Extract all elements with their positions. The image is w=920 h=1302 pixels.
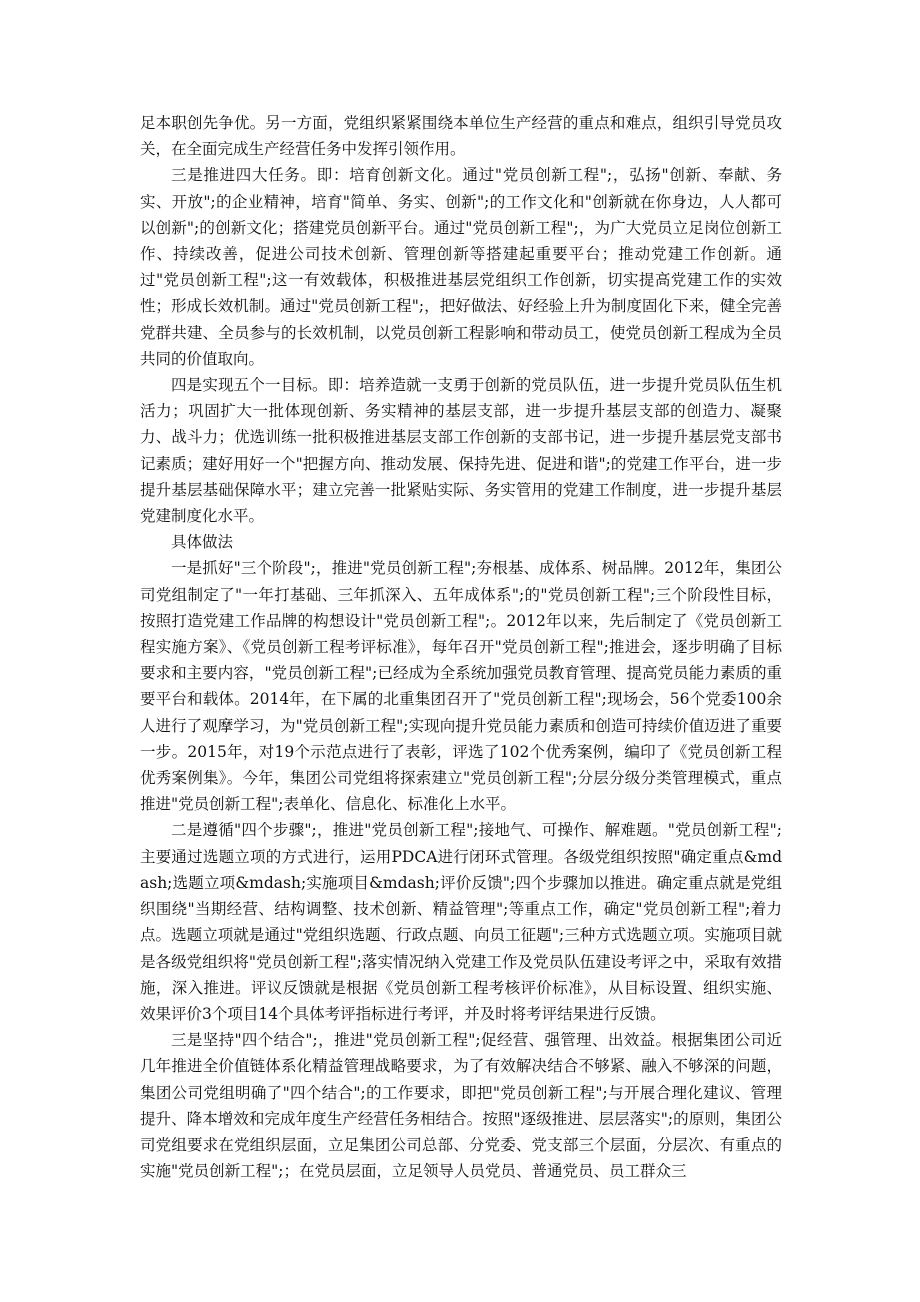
paragraph-6: 三是坚持"四个结合";，推进"党员创新工程";促经营、强管理、出效益。根据集团公司近几年推进全价值链体系化精益管理战略要求，为了有效解决结合不够紧、融入不够深的问题，集团公司党组明确了"四个结合";的工作要求，即把"党员创新工程";与开展合理化建议、管理提升、降本增效和完成年度生产经营任务相结合。按照"逐级推进、层层落实";的原则，集团公司党组要求在党组织层面，立足集团公司总部、分党委、党支部三个层面，分层次、有重点的实施"党员创新工程";；在党员层面，立足领导人员党员、普通党员、员工群众三: [140, 1031, 782, 1181]
paragraph-1: 足本职创先争优。另一方面，党组织紧紧围绕本单位生产经营的重点和难点，组织引导党员攻关，在全面完成生产经营任务中发挥引领作用。: [140, 114, 782, 159]
document-body: [140, 110, 782, 1184]
section-heading: 具体做法: [171, 533, 234, 552]
paragraph-2: 三是推进四大任务。即：培育创新文化。通过"党员创新工程";，弘扬"创新、奉献、务实、开放";的企业精神，培育"简单、务实、创新";的工作文化和"创新就在你身边，人人都可以创新";的创新文化；搭建党员创新平台。通过"党员创新工程";，为广大党员立足岗位创新工作、持续改善，促进公司技术创新、管理创新等搭建起重要平台；推动党建工作创新。通过"党员创新工程";这一有效载体，积极推进基层党组织工作创新，切实提高党建工作的实效性；形成长效机制。通过"党员创新工程";，把好做法、好经验上升为制度固化下来，健全完善党群共建、全员参与的长效机制，以党员创新工程影响和带动员工，使党员创新工程成为全员共同的价值取向。: [140, 166, 782, 368]
paragraph-5: 二是遵循"四个步骤";，推进"党员创新工程";接地气、可操作、解难题。"党员创新工程";主要通过选题立项的方式进行，运用PDCA进行闭环式管理。各级党组织按照"确定重点&mdash;选题立项&mdash;实施项目&mdash;评价反馈";四个步骤加以推进。确定重点就是党组织围绕"当期经营、结构调整、技术创新、精益管理";等重点工作，确定"党员创新工程";着力点。选题立项就是通过"党组织选题、行政点题、向员工征题";三种方式选题立项。实施项目就是各级党组织将"党员创新工程";落实情况纳入党建工作及党员队伍建设考评之中，采取有效措施，深入推进。评议反馈就是根据《党员创新工程考核评价标准》，从目标设置、组织实施、效果评价3个项目14个具体考评指标进行考评，并及时将考评结果进行反馈。: [140, 821, 782, 1023]
paragraph-3: 四是实现五个一目标。即：培养造就一支勇于创新的党员队伍，进一步提升党员队伍生机活力；巩固扩大一批体现创新、务实精神的基层支部，进一步提升基层支部的创造力、凝聚力、战斗力；优选训练一批积极推进基层支部工作创新的支部书记，进一步提升基层党支部书记素质；建好用好一个"把握方向、推动发展、保持先进、促进和谐";的党建工作平台，进一步提升基层基础保障水平；建立完善一批紧贴实际、务实管用的党建工作制度，进一步提升基层党建制度化水平。: [140, 376, 782, 526]
paragraph-4: 一是抓好"三个阶段";，推进"党员创新工程";夯根基、成体系、树品牌。2012年，集团公司党组制定了"一年打基础、三年抓深入、五年成体系";的"党员创新工程";三个阶段性目标，按照打造党建工作品牌的构想设计"党员创新工程";。2012年以来，先后制定了《党员创新工程实施方案》、《党员创新工程考评标准》，每年召开"党员创新工程";推进会，逐步明确了目标要求和主要内容，"党员创新工程";已经成为全系统加强党员教育管理、提高党员能力素质的重要平台和载体。2014年，在下属的北重集团召开了"党员创新工程";现场会，56个党委100余人进行了观摩学习，为"党员创新工程";实现向提升党员能力素质和创造可持续价值迈进了重要一步。2015年，对19个示范点进行了表彰，评选了102个优秀案例，编印了《党员创新工程优秀案例集》。今年，集团公司党组将探索建立"党员创新工程";分层分级分类管理模式，重点推进"党员创新工程";表单化、信息化、标准化上水平。: [140, 559, 782, 814]
